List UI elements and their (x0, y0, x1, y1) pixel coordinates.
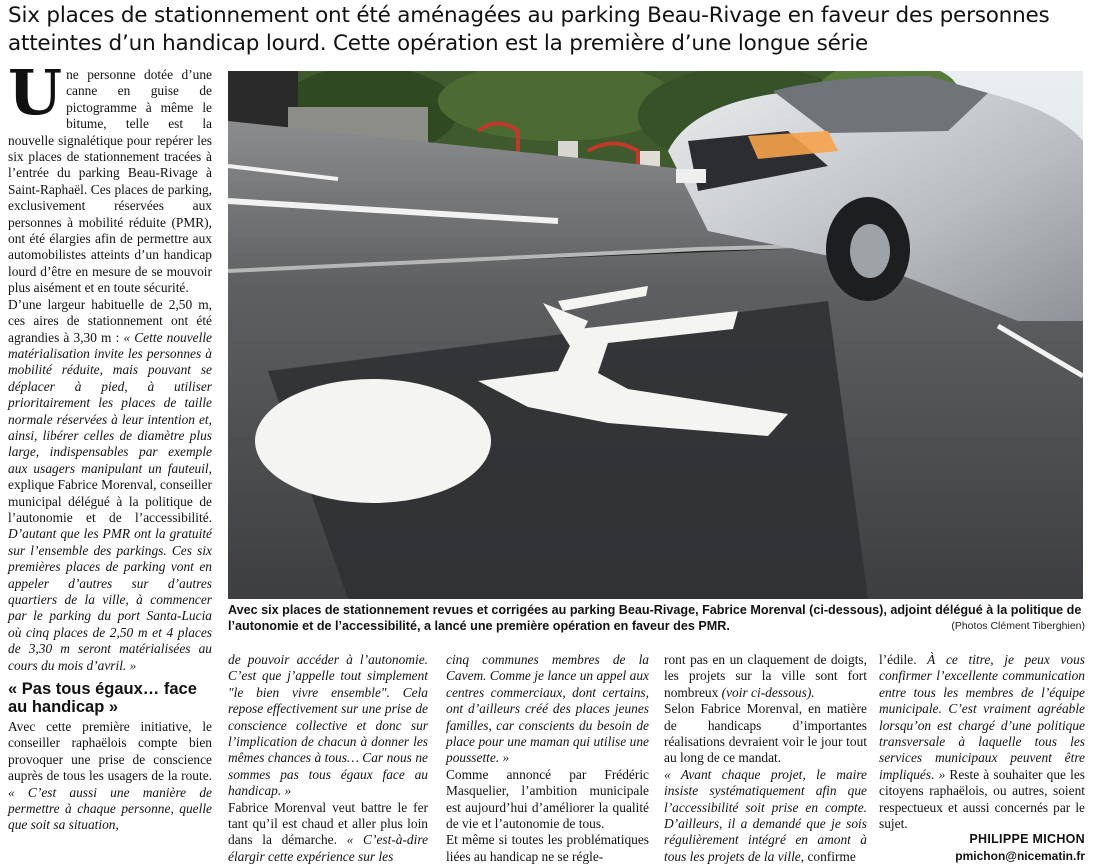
col4-paragraph-2: Selon Fabrice Morenval, en matière de handicaps d’importantes réalisations devraient voir le jour tout au long de ce mandat. (664, 701, 867, 766)
col4-c: « Avant chaque projet, le maire insiste systématiquement afin que l’accessibilité soit prise en compte. D’ailleurs, il a demandé que je sois régulièrement intégré en amont à tous les projets de la ville, (664, 766, 867, 864)
column-5 (879, 652, 1085, 832)
headline: Six places de stationnement ont été aménagées au parking Beau-Rivage en faveur des personnes atteintes d’un handicap lourd. Cette opération est la première d’une longue série (8, 3, 1050, 56)
sub-paragraph-1 (8, 719, 212, 834)
column-4 (664, 652, 867, 865)
byline (955, 831, 1085, 865)
col2-quote (228, 652, 428, 800)
col4-a-italic: (voir ci-dessous). (721, 684, 815, 700)
col3-paragraph-1: Comme annoncé par Frédéric Masquelier, l’ambition municipale est aujourd’hui d’améliorer la qualité de vie et l’autonomie de tous. (446, 766, 649, 832)
col5-a: l’édile. (879, 652, 928, 667)
photo-credit: (Photos Clément Tiberghien) (951, 620, 1085, 632)
quote-2: D’autant que les PMR ont la gratuité sur l’ensemble des parkings. Ces six premières places de parking vont en appeler d’autres sur d’autres quartiers de la ville, à commencer par le parking du port Santa-Lucia où cinq places de 2,50 m et 4 places de 3,30 m seront matérialisées au cours du mois d’avril. » (8, 526, 212, 673)
col4-paragraph-1 (664, 652, 867, 701)
col4-a: ront pas en un claquement de doigts, les projets sur la ville sont fort nombreux (664, 652, 867, 700)
col5-paragraph (879, 652, 1085, 832)
col5-c: Reste à souhaiter que les citoyens raphaëlois, ou autres, soient respectueux et aussi concernés par le sujet. (879, 766, 1085, 832)
parking-photo (228, 71, 1083, 599)
quote-3: « C’est aussi une manière de permettre à chaque personne, quelle que soit sa situation, (8, 784, 212, 833)
col2-a: de pouvoir accéder à l’autonomie. C’est que j’appelle tout simplement "le bien vivre ensemble". Cela repose effectivement sur une prise de conscience collective et donc sur l’implication de chacun à donner les mêmes chances à tous… Car nous ne sommes pas tous égaux face au handicap. » (228, 652, 428, 799)
col2-c: « C’est-à-dire élargir cette expérience sur les (228, 832, 429, 864)
lead-paragraph-2 (8, 297, 212, 674)
col4-d: confirme (804, 848, 856, 864)
drop-cap: U (8, 56, 63, 129)
col3-a: cinq communes membres de la Cavem. Comme je lance un appel aux centres commerciaux, dont certains, ont d’ailleurs créé des places jeunes familles, car conscients du besoin de place pour une maman qui utilise une poussette. » (446, 652, 649, 766)
subhead: « Pas tous égaux… face au handicap » (8, 680, 197, 717)
col3-paragraph-2: Et même si toutes les problématiques liées au handicap ne se régle- (446, 832, 649, 864)
sub-p1-a: Avec cette première initiative, le conseiller raphaëlois compte bien provoquer une prise de conscience auprès de tous les usagers de la route. (8, 719, 212, 784)
lead-column (8, 56, 212, 834)
col5-b: À ce titre, je peux vous confirmer l’excellente communication entre tous les membres de l’équipe municipale. C’est vraiment agréable lorsqu’on est chargé d’une politique transversale à laquelle tous les services municipaux peuvent être impliqués. » (879, 652, 1085, 782)
column-2 (228, 652, 428, 865)
parking-photo-illustration (228, 71, 1083, 599)
photo-caption: Avec six places de stationnement revues et corrigées au parking Beau-Rivage, Fabrice Morenval (ci-dessous), adjoint délégué à la politique de l’autonomie et de l’accessibilité, a lancé une première opération en faveur des PMR. (228, 603, 1082, 633)
author-name: PHILIPPE MICHON (969, 832, 1085, 846)
author-email: pmichon@nicematin.fr (955, 849, 1085, 863)
col4-paragraph-3 (664, 767, 867, 865)
lead-p2-a: D’une largeur habituelle de 2,50 m, ces aires de stationnement ont été agrandies à 3,30 m : (8, 296, 212, 345)
col3-quote (446, 652, 649, 767)
col2-b: Fabrice Morenval veut battre le fer tant qu’il est chaud et aller plus loin dans la démarche. (228, 799, 428, 848)
lead-p1-text: ne personne dotée d’une canne en guise de pictogramme à même le bitume, telle est la nouvelle signalétique pour repérer les six places de stationnement tracées à l’entrée du parking Beau-Rivage à Saint-Raphaël. Ces places de parking, exclusivement réservées aux personnes à mobilité réduite (PMR), ont été élargies afin de permettre aux automobilistes atteints d’un handicap lourd d’être en mesure de se mouvoir plus aisément et en toute sécurité. (8, 67, 212, 296)
lead-paragraph-1 (8, 56, 212, 297)
column-3 (446, 652, 649, 865)
quote-1: « Cette nouvelle matérialisation invite les personnes à mobilité réduite, mais pouvant se déplacer à pied, à utiliser prioritairement les places de taille normale réservées à leur intention et, ainsi, libérer celles de diamètre plus large, indispensables par exemple aux usagers manipulant un fauteuil, (8, 329, 212, 476)
lead-p2-c: explique Fabrice Morenval, conseiller municipal délégué à la politique de l’autonomie et de l’accessibilité. (8, 477, 212, 525)
col2-paragraph (228, 800, 428, 866)
